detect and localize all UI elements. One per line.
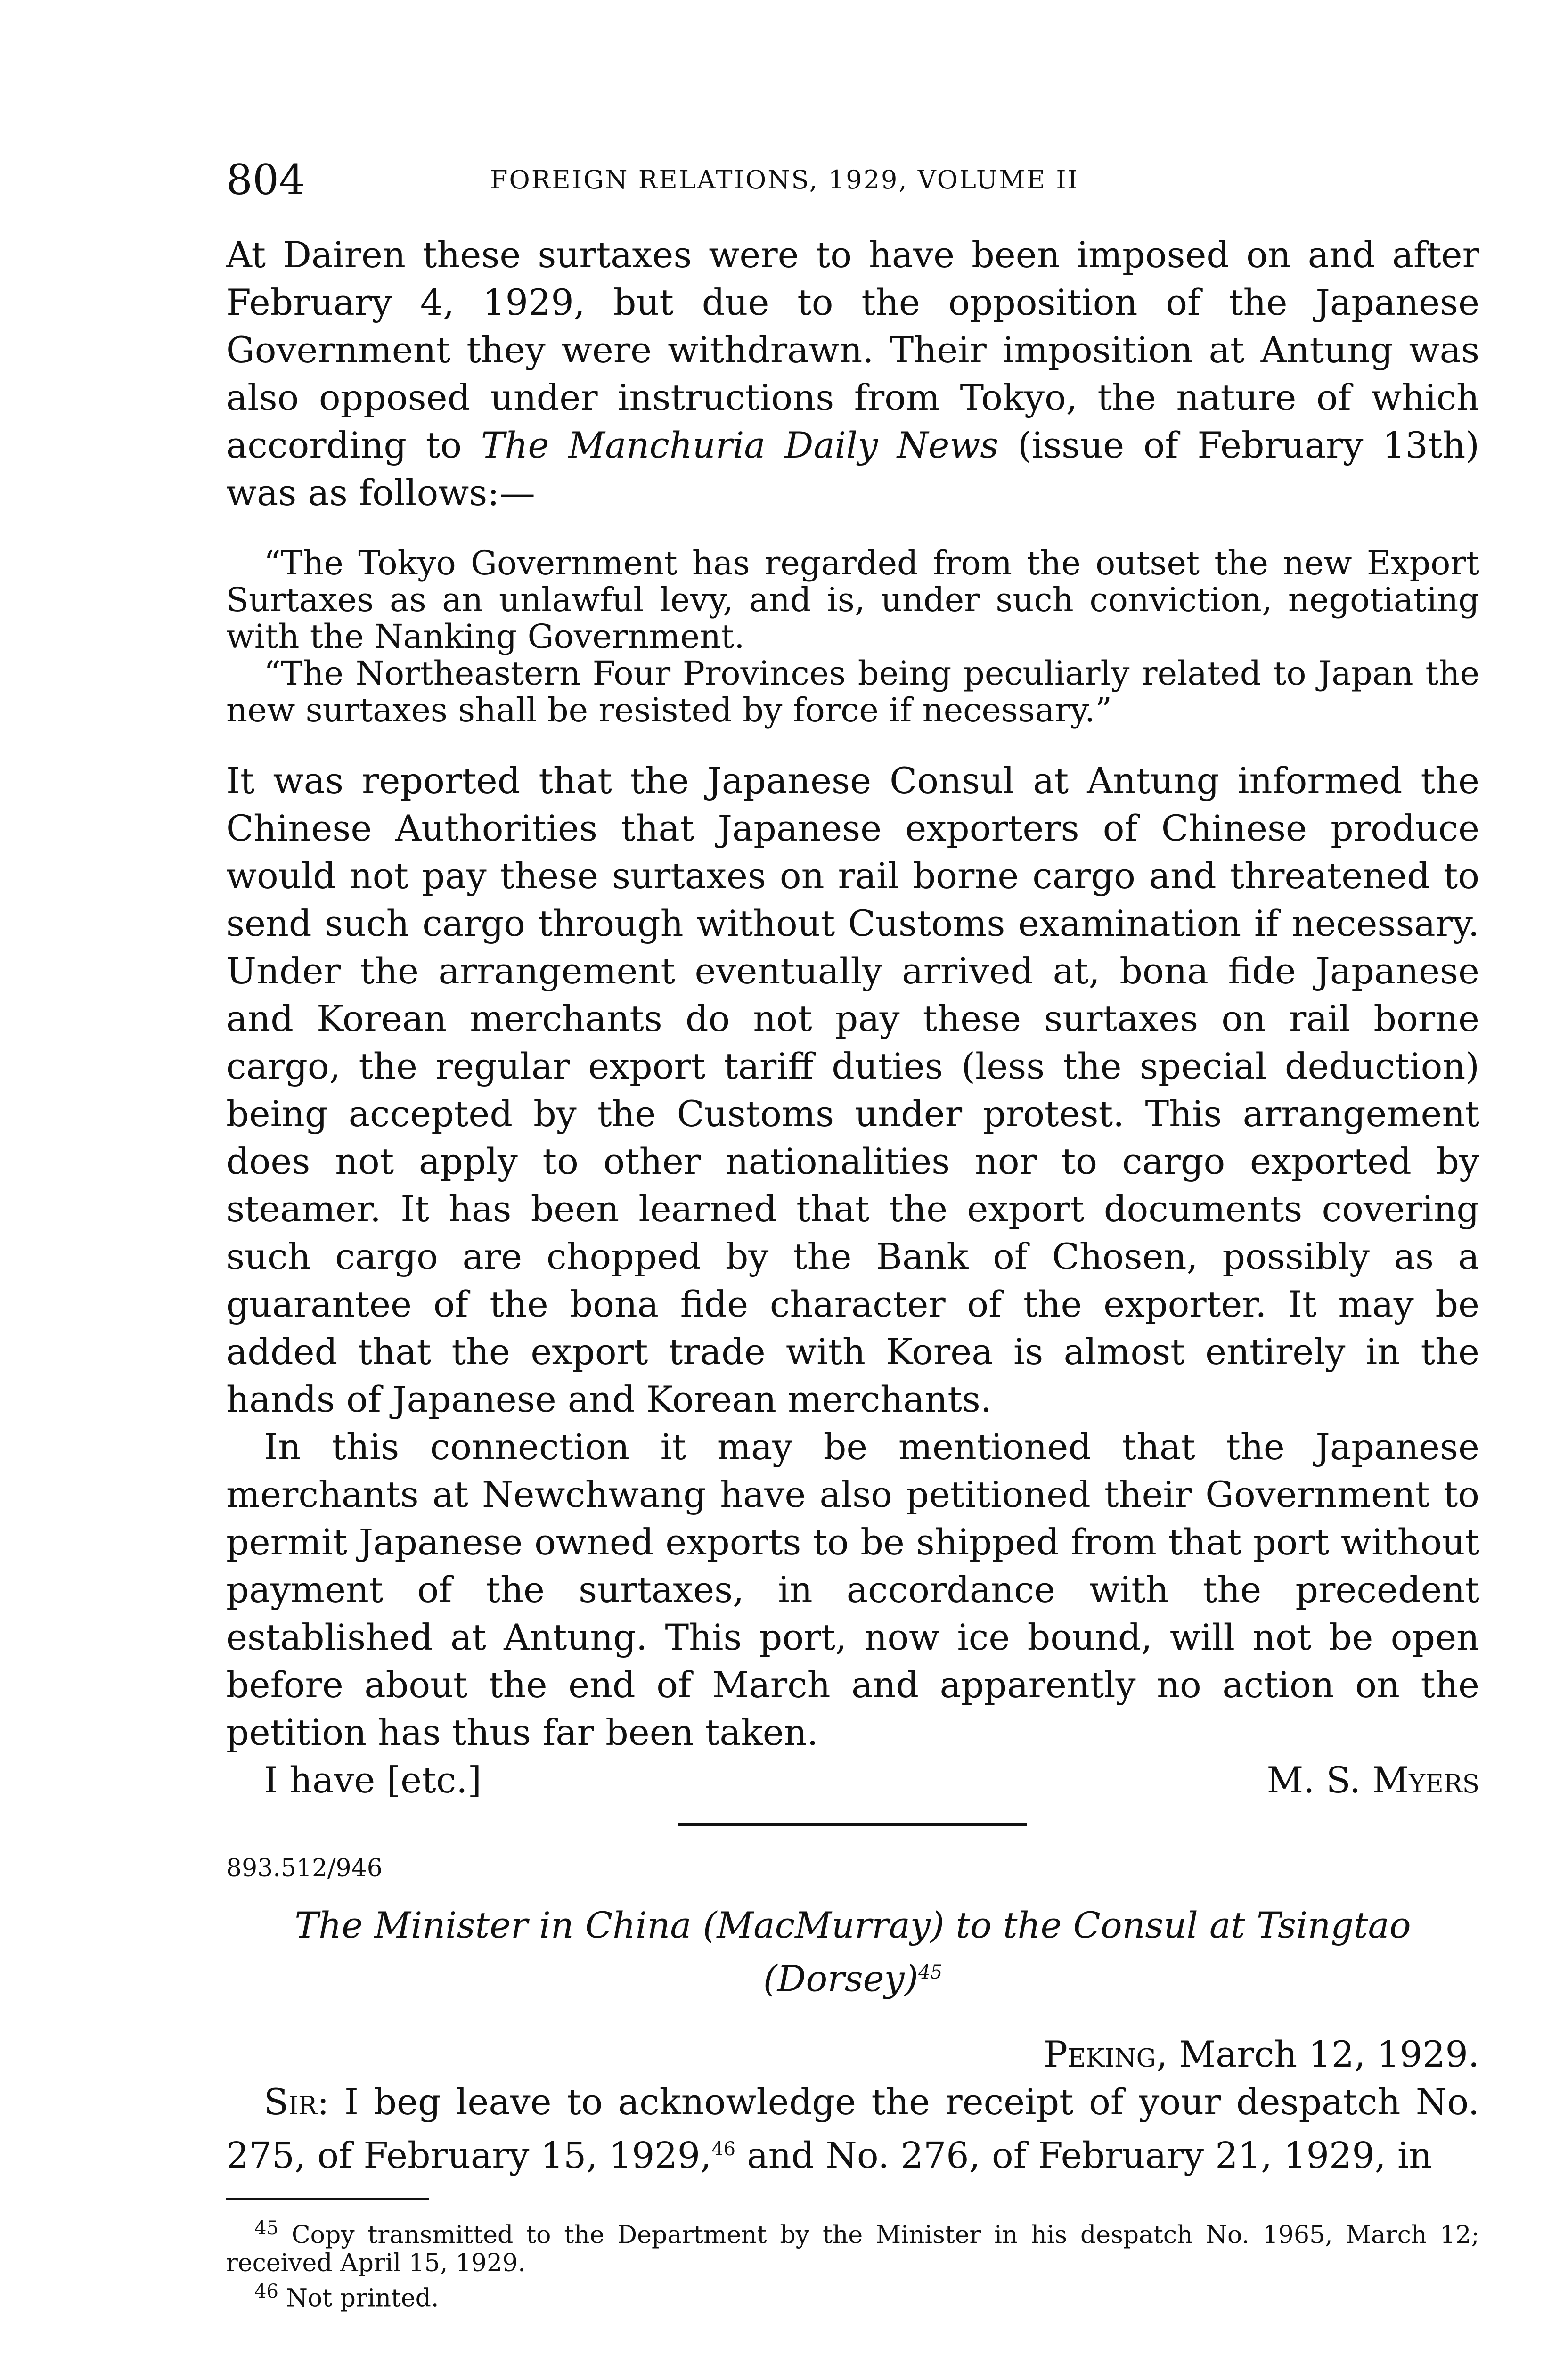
quotation-paragraph-2: “The Northeastern Four Provinces being peculiarly related to Japan the new surtaxes shall be resisted by force if necessary.”: [226, 654, 1479, 729]
paragraph-1-tail: (issue of February 13th) was as follows:—: [226, 424, 1480, 514]
footnote-ref-45: 45: [918, 1962, 943, 1983]
letter-opening-tail: and No. 276, of February 21, 1929, in: [735, 2134, 1432, 2176]
file-number: 893.512/946: [226, 1854, 383, 1882]
footnotes: [226, 2214, 1479, 2313]
dateline-date: , March 12, 1929.: [1156, 2033, 1479, 2076]
footnote-46: [226, 2277, 1479, 2312]
footnote-divider: [226, 2198, 429, 2200]
section-divider: [678, 1823, 1027, 1826]
paragraph-3: In this connection it may be mentioned that the Japanese merchants at Newchwang have also petitioned their Government to permit Japanese owned exports to be shipped from that port without payment of the surtaxes, in accordance with the precedent established at Antung. This port, now ice bound, will not be open before about the end of March and apparently no action on the petition has thus far been taken.: [226, 1426, 1479, 1753]
document-title: [226, 1901, 1479, 2002]
footnote-45: [226, 2214, 1479, 2277]
closing-text: I have [etc.]: [264, 1759, 482, 1801]
paragraph-1: [226, 231, 1479, 516]
quotation-paragraph-1: “The Tokyo Government has regarded from the outset the new Export Surtaxes as an unlawful levy, and is, under such conviction, negotiating with the Nanking Government.: [226, 544, 1479, 656]
running-title: FOREIGN RELATIONS, 1929, VOLUME II: [490, 165, 1079, 195]
dateline-place: Peking: [1043, 2033, 1156, 2076]
footnote-mark-45: 45: [254, 2217, 278, 2239]
footnote-45-text: Copy transmitted to the Department by the Minister in his despatch No. 1965, March 12; received April 15, 1929.: [226, 2220, 1479, 2277]
paragraph-1-text: At Dairen these surtaxes were to have been imposed on and after February 4, 1929, but due to the opposition of the Japanese Government they were withdrawn. Their imposition at Antung was also opposed under instructions from Tokyo, the nature of which according to: [226, 234, 1479, 466]
footnote-mark-46: 46: [254, 2280, 278, 2302]
footnote-46-text: Not printed.: [278, 2284, 439, 2313]
quotation-block: [226, 545, 1479, 728]
document-title-text: The Minister in China (MacMurray) to the Consul at Tsingtao (Dorsey): [294, 1904, 1411, 2000]
closing-line: [226, 1756, 1479, 1804]
signature: M. S. Myers: [1266, 1759, 1479, 1801]
salutation: Sir: [264, 2081, 317, 2123]
letter-opening: [226, 2078, 1479, 2179]
page-number: 804: [226, 155, 305, 204]
paragraph-2: It was reported that the Japanese Consul at Antung informed the Chinese Authorities that Japanese exporters of Chinese produce would not pay these surtaxes on rail borne cargo and threatened to send such cargo through without Customs examination if necessary. Under the arrangement eventually arrived at, bona fide Japanese and Korean merchants do not pay these surtaxes on rail borne cargo, the regular export tariff duties (less the special deduction) being accepted by the Customs under protest. This arrangement does not apply to other nationalities nor to cargo exported by steamer. It has been learned that the export documents covering such cargo are chopped by the Bank of Chosen, possibly as a guarantee of the bona fide character of the exporter. It may be added that the export trade with Korea is almost entirely in the hands of Japanese and Korean merchants.: [226, 760, 1479, 1420]
newspaper-title: The Manchuria Daily News: [481, 424, 999, 466]
letter-opening-text: : I beg leave to acknowledge the receipt of your despatch No. 275, of February 15, 1929,: [226, 2081, 1479, 2176]
dateline: [226, 2030, 1479, 2078]
page: [226, 155, 1479, 2312]
page-header: [226, 155, 1479, 212]
footnote-ref-46: 46: [711, 2138, 736, 2160]
